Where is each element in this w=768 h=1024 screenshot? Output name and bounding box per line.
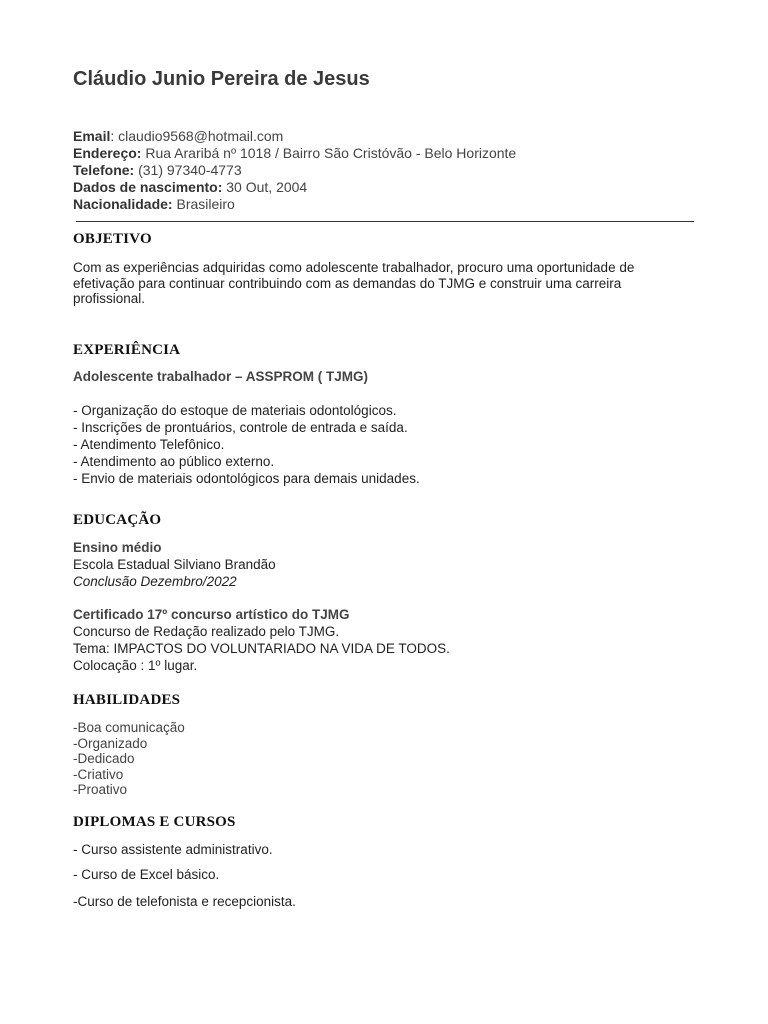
list-item: - Inscrições de prontuários, controle de entrada e saída. [73,420,408,435]
certificate-line: Colocação : 1º lugar. [73,658,198,673]
contact-nationality [73,196,516,213]
list-item: - Curso assistente administrativo. [73,842,273,857]
certificate-line: Concurso de Redação realizado pelo TJMG. [73,624,340,639]
contact-value: Rua Araribá nº 1018 / Bairro São Cristóvão - Belo Horizonte [145,145,517,161]
contact-value: Brasileiro [176,196,235,212]
education-conclusion: Conclusão Dezembro/2022 [73,574,237,589]
contact-label: Dados de nascimento: [73,179,223,195]
section-heading-habilidades: HABILIDADES [73,692,181,708]
section-heading-educacao: EDUCAÇÃO [73,512,162,528]
skills-list [73,720,185,798]
list-item: -Curso de telefonista e recepcionista. [73,894,296,909]
contact-phone [73,162,516,179]
education-block [73,539,276,590]
contact-value: (31) 97340-4773 [138,162,242,178]
contact-label: Endereço: [73,145,142,161]
list-item: -Criativo [73,766,124,782]
contact-value: 30 Out, 2004 [226,179,308,195]
list-item: -Dedicado [73,751,135,766]
contact-label: Email [73,128,111,144]
objective-text: Com as experiências adquiridas como adolescente trabalhador, procuro uma oportunidade de efetivação para continuar contribuindo com as demandas do TJMG e construir uma carreira profissional. [73,260,635,306]
contact-label: Telefone: [73,162,135,178]
contact-label: Nacionalidade: [73,196,173,212]
list-item: - Curso de Excel básico. [73,867,220,882]
list-item: -Proativo [73,782,128,797]
list-item: - Envio de materiais odontológicos para demais unidades. [73,471,420,486]
certificate-title: Certificado 17º concurso artístico do TJMG [73,607,350,622]
list-item: -Boa comunicação [73,720,185,735]
education-school: Escola Estadual Silviano Brandão [73,557,276,572]
list-item: - Atendimento ao público externo. [73,454,275,469]
list-item: - Organização do estoque de materiais odontológicos. [73,403,397,418]
contact-value: claudio9568@hotmail.com [118,128,284,144]
experience-list [73,402,420,487]
certificate-block [73,606,450,674]
education-level: Ensino médio [73,540,162,555]
candidate-name: Cláudio Junio Pereira de Jesus [73,68,370,90]
header-divider [76,221,694,222]
list-item: -Organizado [73,735,148,751]
contact-birthdate [73,179,516,196]
contact-block [73,128,516,213]
section-heading-experiencia: EXPERIÊNCIA [73,342,181,358]
list-item: - Atendimento Telefônico. [73,437,225,452]
contact-address [73,145,516,162]
contact-email: Email: claudio9568@hotmail.com [73,128,284,144]
section-heading-diplomas: DIPLOMAS E CURSOS [73,814,236,830]
certificate-line: Tema: IMPACTOS DO VOLUNTARIADO NA VIDA DE TODOS. [73,641,450,656]
experience-role: Adolescente trabalhador – ASSPROM ( TJMG) [73,369,369,384]
section-heading-objetivo: OBJETIVO [73,231,152,247]
